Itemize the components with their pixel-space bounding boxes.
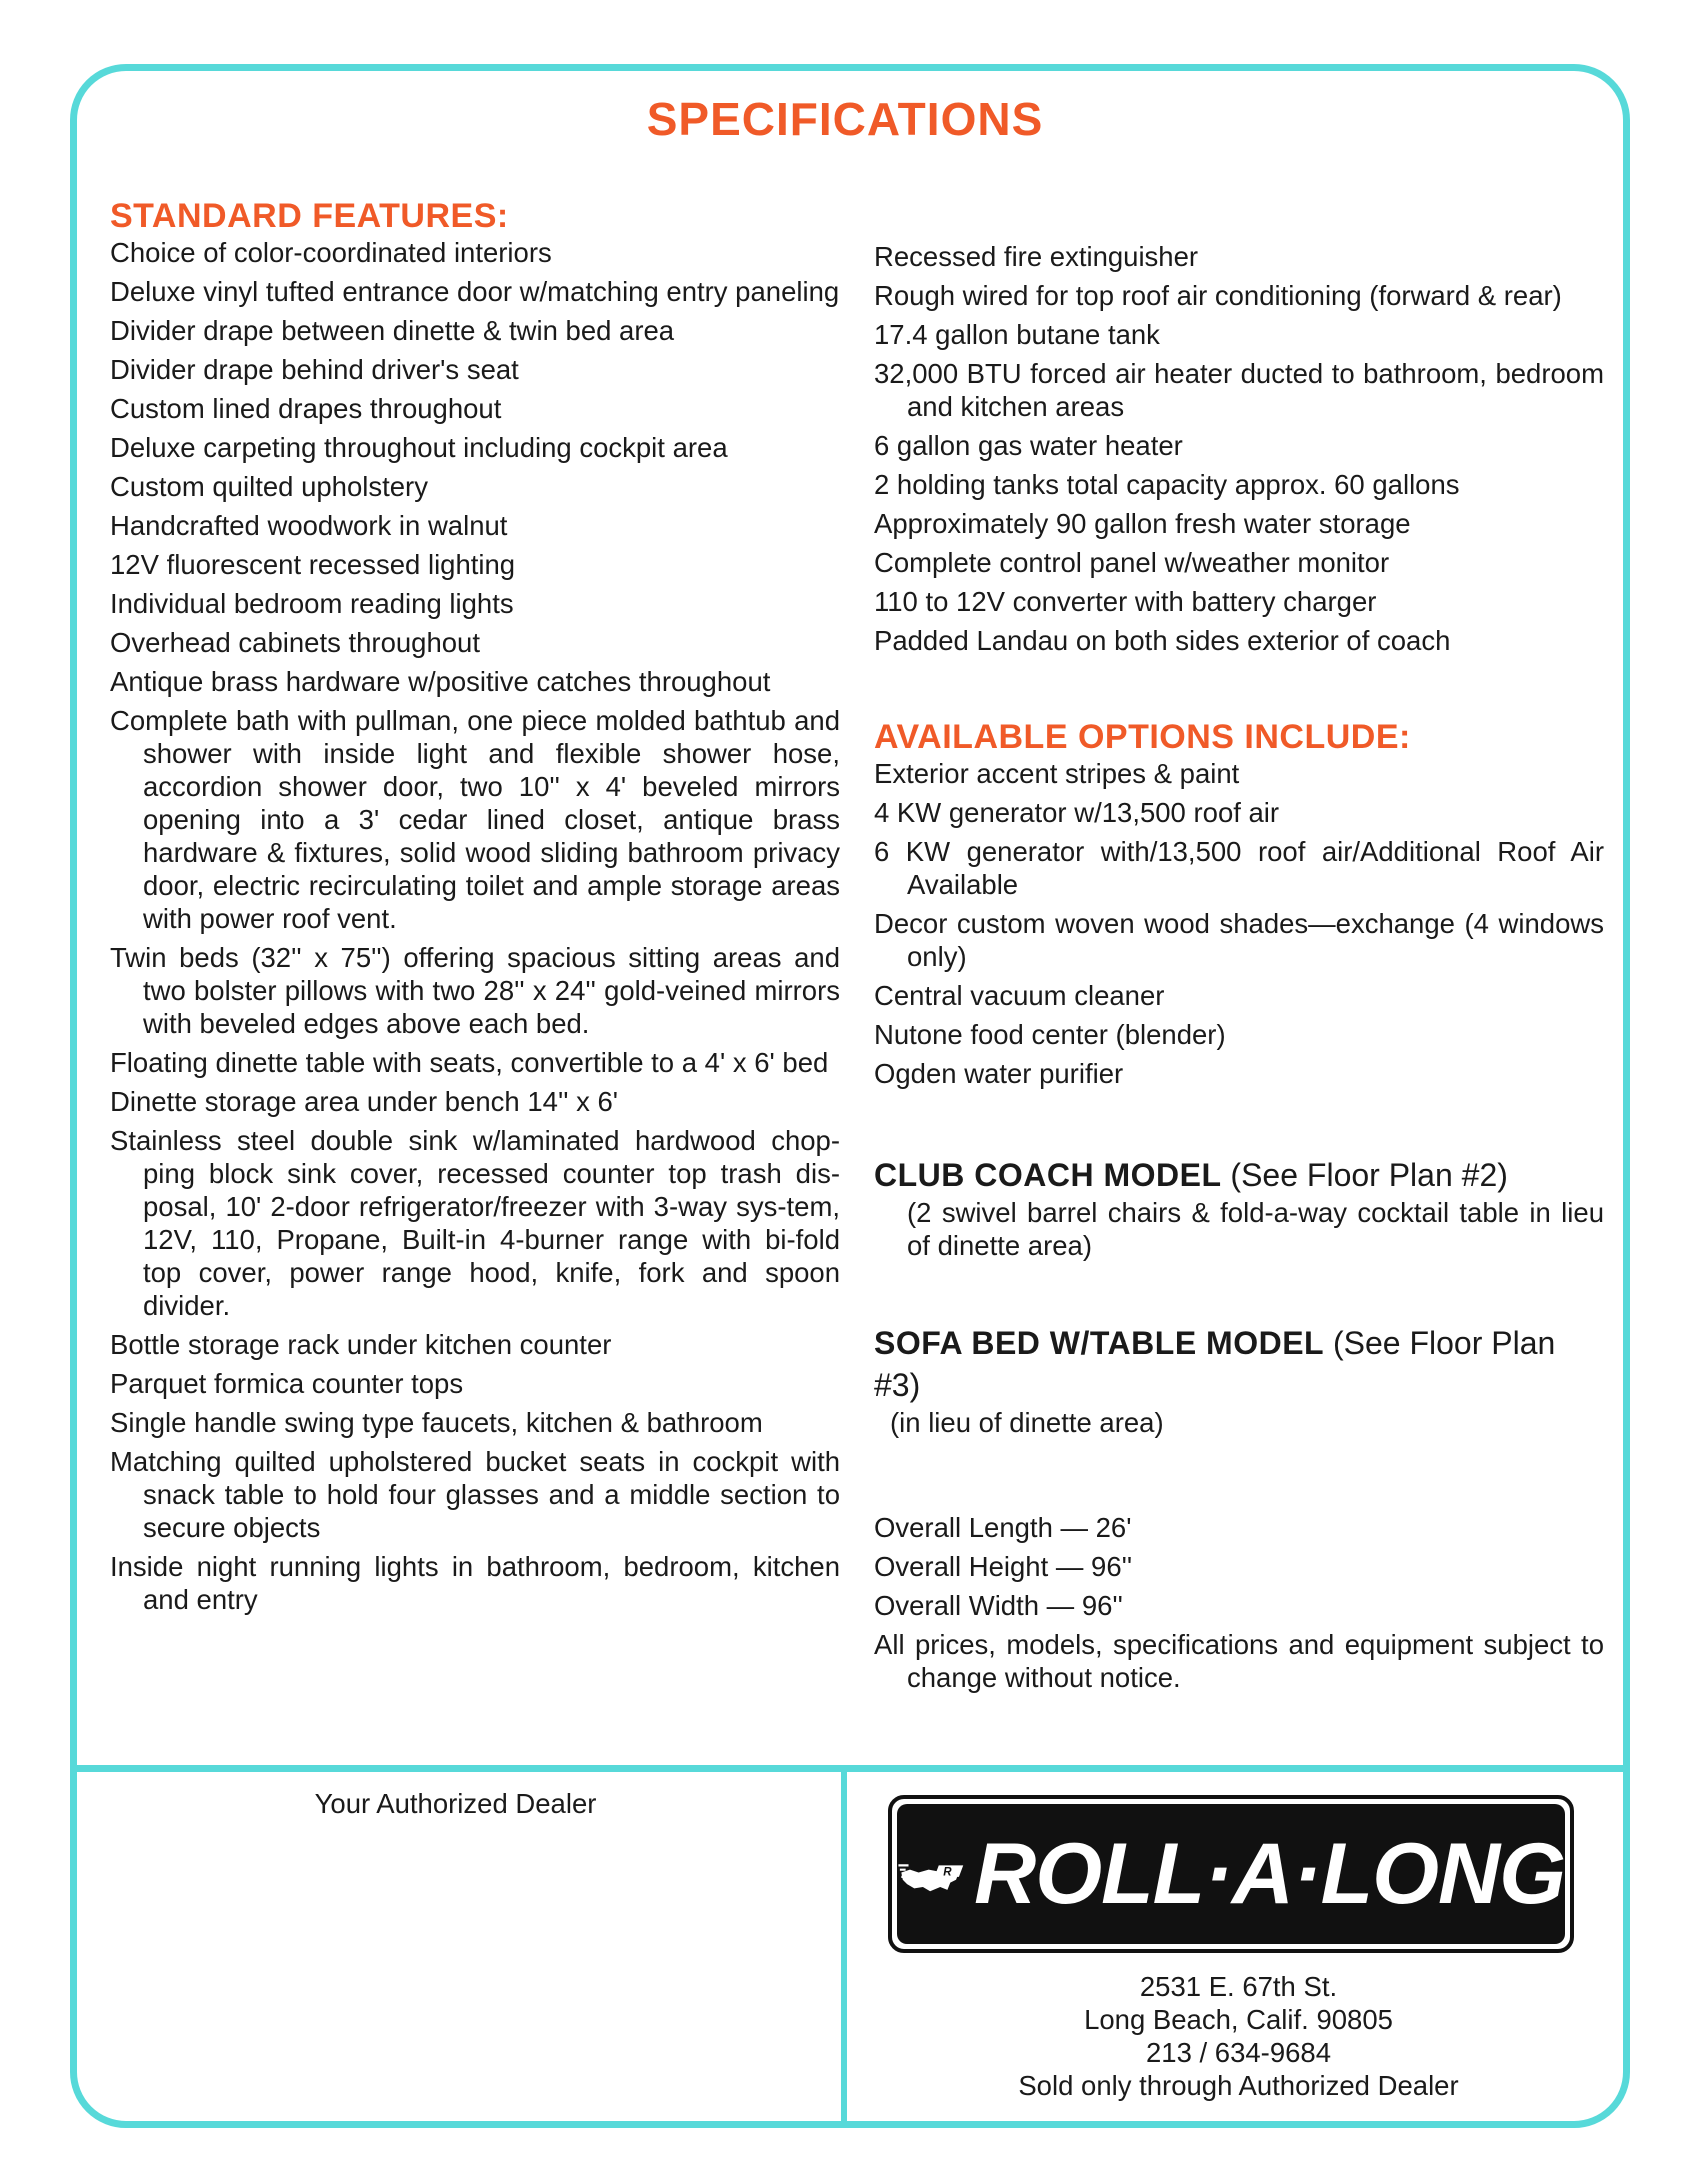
feature-item: Divider drape behind driver's seat [110,354,519,385]
feature-item: Handcrafted woodwork in walnut [110,510,508,541]
feature-item: 6 gallon gas water heater [874,430,1183,461]
feature-item: Floating dinette table with seats, convertible to a 4' x 6' bed [110,1047,829,1078]
feature-item: Rough wired for top roof air conditioning (forward & rear) [874,280,1562,311]
dealer-label: Your Authorized Dealer [314,1788,597,1819]
page-title: SPECIFICATIONS [646,93,1044,145]
club-coach-model-note: (2 swivel barrel chairs & fold-a-way cocktail table in lieu of dinette area) [907,1197,1604,1261]
dimension-item: Overall Length — 26' [874,1512,1132,1543]
sofa-bed-floor-plan-ref: (See Floor Plan #3) [874,1325,1556,1403]
logo-wordmark: ROLL·A·LONG [974,1826,1565,1922]
address-street: 2531 E. 67th St. [1139,1971,1338,2002]
feature-item: Deluxe vinyl tufted entrance door w/matching entry paneling [110,276,840,307]
feature-item: Inside night running lights in bathroom, bedroom, kitchen and entry [110,1551,840,1615]
feature-item: Individual bedroom reading lights [110,588,514,619]
feature-item: Custom lined drapes throughout [110,393,502,424]
feature-item: Custom quilted upholstery [110,471,428,502]
feature-item: Bottle storage rack under kitchen counter [110,1329,612,1360]
address-note: Sold only through Authorized Dealer [1018,2070,1459,2101]
feature-item: Choice of color-coordinated interiors [110,237,552,268]
feature-item: Matching quilted upholstered bucket seats in cockpit with snack table to hold four glasses and a middle section to secure objects [110,1446,840,1543]
right-column [874,240,1604,1700]
sofa-bed-model-name: SOFA BED W/TABLE MODEL [874,1325,1325,1361]
club-coach-floor-plan-ref: (See Floor Plan #2) [1230,1157,1508,1193]
feature-item: Padded Landau on both sides exterior of coach [874,625,1451,656]
left-column [110,196,840,1622]
disclaimer: All prices, models, specifications and equipment subject to change without notice. [874,1629,1604,1693]
feature-item: Deluxe carpeting throughout including cockpit area [110,432,728,463]
dimension-item: Overall Width — 96'' [874,1590,1123,1621]
dimensions-list [874,1511,1604,1622]
standard-features-continued-list [874,240,1604,657]
option-item: Ogden water purifier [874,1058,1124,1089]
feature-item: Overhead cabinets throughout [110,627,480,658]
options-list [874,757,1604,1090]
club-coach-model-name: CLUB COACH MODEL [874,1157,1222,1193]
standard-features-list [110,236,840,1616]
logo-mark-letter: R [943,1866,952,1879]
option-item: Decor custom woven wood shades—exchange (4 windows only) [874,908,1604,972]
feature-item: Approximately 90 gallon fresh water storage [874,508,1411,539]
feature-item: Dinette storage area under bench 14'' x 6' [110,1086,619,1117]
address-phone: 213 / 634-9684 [1145,2037,1332,2068]
feature-item: Antique brass hardware w/positive catches throughout [110,666,771,697]
address-city: Long Beach, Calif. 90805 [1084,2004,1393,2035]
dealer-address [847,1970,1630,2102]
club-coach-model-title [874,1154,1604,1196]
option-item: Nutone food center (blender) [874,1019,1226,1050]
sofa-bed-model-title [874,1322,1604,1406]
option-item: 4 KW generator w/13,500 roof air [874,797,1280,828]
feature-item: Complete bath with pullman, one piece molded bathtub and shower with inside light and flexible shower hose, accordion shower door, two 10'' x 4' beveled mirrors opening into a 3' cedar lined closet, antique brass hardware & fixtures, solid wood sliding bathroom privacy door, electric recirculating toilet and ample storage areas with power roof vent. [110,705,840,934]
feature-item: 2 holding tanks total capacity approx. 60 gallons [874,469,1460,500]
feature-item: 17.4 gallon butane tank [874,319,1160,350]
option-item: Exterior accent stripes & paint [874,758,1240,789]
usa-map-r-icon [897,1838,966,1910]
feature-item: 110 to 12V converter with battery charger [874,586,1377,617]
feature-item: Complete control panel w/weather monitor [874,547,1390,578]
options-heading: AVAILABLE OPTIONS INCLUDE: [874,718,1411,756]
feature-item: 12V fluorescent recessed lighting [110,549,516,580]
sofa-bed-model-note: (in lieu of dinette area) [890,1407,1164,1438]
feature-item: Parquet formica counter tops [110,1368,464,1399]
standard-features-heading: STANDARD FEATURES: [110,197,509,235]
option-item: 6 KW generator with/13,500 roof air/Additional Roof Air Available [874,836,1604,900]
dimension-item: Overall Height — 96'' [874,1551,1133,1582]
feature-item: Single handle swing type faucets, kitchen & bathroom [110,1407,763,1438]
footer-divider [70,1765,1630,1772]
feature-item: Stainless steel double sink w/laminated hardwood chop-ping block sink cover, recessed counter top trash dis-posal, 10' 2-door refrigerator/freezer with 3-way sys-tem, 12V, 110, Propane, Built-in 4-burner range with bi-fold top cover, power range hood, knife, fork and spoon divider. [110,1125,840,1321]
feature-item: 32,000 BTU forced air heater ducted to bathroom, bedroom and kitchen areas [874,358,1604,422]
feature-item: Twin beds (32'' x 75'') offering spacious sitting areas and two bolster pillows with two 28'' x 24'' gold-veined mirrors with beveled edges above each bed. [110,942,840,1039]
feature-item: Recessed fire extinguisher [874,241,1199,272]
feature-item: Divider drape between dinette & twin bed area [110,315,675,346]
roll-a-long-logo [888,1795,1574,1953]
option-item: Central vacuum cleaner [874,980,1165,1011]
